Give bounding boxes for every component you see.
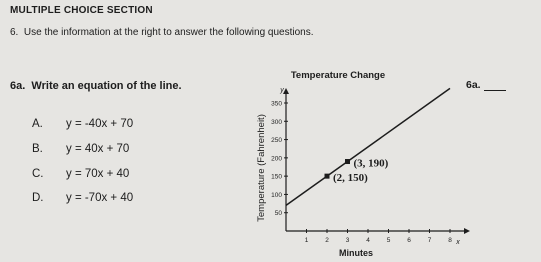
x-tick-label: 4	[366, 237, 370, 244]
option-equation: y = 70x + 40	[66, 168, 130, 180]
x-tick-label: 8	[448, 237, 452, 244]
option-equation: y = 40x + 70	[66, 143, 130, 155]
x-tick-label: 7	[427, 237, 432, 244]
y-tick-label: 100	[271, 191, 282, 199]
y-axis-label: Temperature (Fahrenheit)	[256, 114, 267, 222]
option-letter: B.	[32, 143, 43, 155]
data-point-label: (3, 190)	[353, 157, 389, 170]
x-tick-label: 6	[407, 237, 411, 244]
y-tick-label: 250	[271, 137, 282, 145]
data-point	[325, 174, 330, 179]
section-title: MULTIPLE CHOICE SECTION	[10, 5, 153, 16]
data-point	[345, 159, 350, 164]
option-letter: D.	[32, 192, 44, 204]
subquestion-label: 6a.	[10, 80, 26, 92]
option-letter: A.	[32, 118, 43, 130]
option-letter: C.	[32, 168, 44, 180]
question-text: Use the information at the right to answer the following questions.	[23, 27, 314, 38]
y-tick-label: 300	[271, 118, 282, 126]
y-axis-arrow	[283, 88, 289, 94]
y-tick-label: 150	[271, 173, 282, 181]
x-axis-arrow	[464, 228, 470, 234]
data-line	[286, 88, 450, 205]
x-tick-label: 5	[386, 237, 391, 244]
x-axis-label: Minutes	[338, 248, 374, 258]
x-tick-label: 2	[325, 237, 329, 244]
option-equation: y = -70x + 40	[66, 192, 134, 204]
x-axis-name: x	[456, 239, 460, 246]
x-tick-label: 3	[345, 237, 350, 244]
subquestion-text: Write an equation of the line.	[31, 80, 182, 92]
y-tick-label: 200	[271, 155, 282, 163]
answer-label: 6a.	[466, 79, 481, 91]
option-equation: y = -40x + 70	[66, 118, 134, 130]
chart-title: Temperature Change	[290, 70, 386, 81]
y-tick-label: 350	[271, 100, 282, 108]
y-axis-name: y	[280, 87, 284, 94]
y-tick-label: 50	[274, 210, 282, 218]
x-tick-label: 1	[304, 237, 309, 244]
data-point-label: (2, 150)	[333, 172, 368, 185]
question-number: 6.	[10, 27, 19, 38]
